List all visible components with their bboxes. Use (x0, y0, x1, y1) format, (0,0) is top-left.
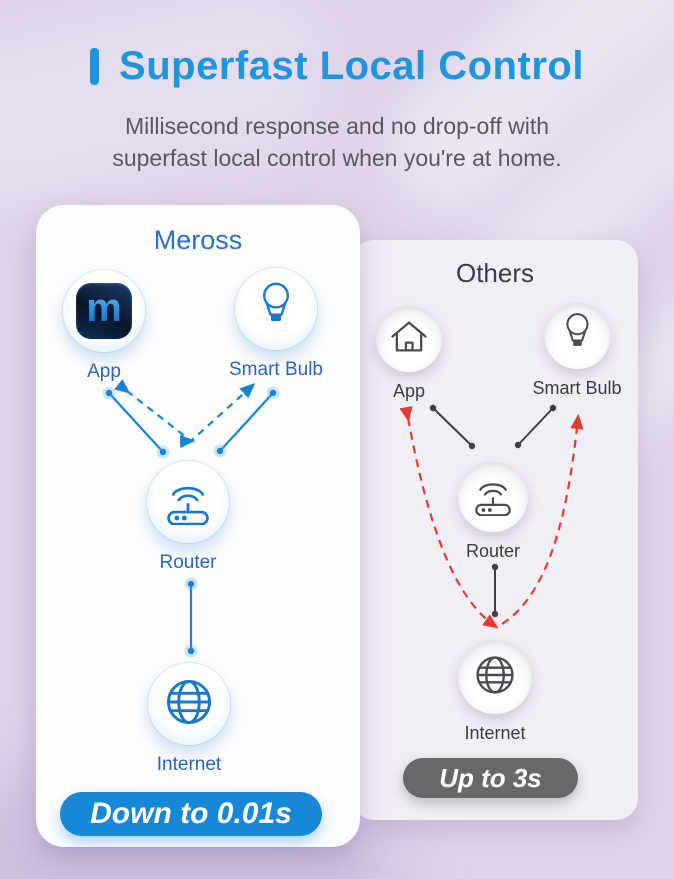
subtitle-line-2: superfast local control when you're at home. (112, 145, 562, 171)
globe-icon (163, 676, 215, 733)
others-panel (352, 240, 638, 820)
meross-internet-label: Internet (156, 754, 222, 775)
meross-router-node (147, 461, 229, 574)
others-panel-title: Others (455, 258, 535, 288)
header (0, 44, 674, 174)
others-router-label: Router (465, 541, 521, 561)
wifi-router-icon (160, 475, 216, 530)
meross-smart-bulb-node (229, 268, 323, 381)
title-accent-bar (90, 48, 99, 85)
meross-speed-badge: Down to 0.01s (60, 792, 322, 836)
meross-logo-icon (76, 283, 132, 339)
subtitle-line-1: Millisecond response and no drop-off with (124, 113, 550, 139)
others-internet-label: Internet (464, 723, 526, 743)
others-smart-bulb-label: Smart Bulb (532, 378, 622, 398)
wifi-router-icon (469, 473, 517, 521)
meross-internet-node (148, 663, 230, 776)
meross-app-node (63, 270, 145, 383)
globe-icon (473, 653, 517, 702)
others-app-label: App (392, 381, 426, 401)
light-bulb-icon (560, 311, 594, 361)
others-app-node (376, 306, 442, 402)
meross-panel-title: Meross (153, 225, 243, 255)
others-smart-bulb-node (532, 303, 621, 399)
meross-router-label: Router (159, 552, 217, 573)
meross-panel (36, 205, 360, 847)
light-bulb-icon (256, 280, 296, 338)
others-speed-badge: Up to 3s (403, 758, 578, 798)
others-router-node (458, 462, 528, 562)
meross-smart-bulb-label: Smart Bulb (229, 359, 323, 380)
others-internet-node (458, 640, 532, 744)
house-icon (389, 318, 429, 360)
page-title: Superfast Local Control (119, 44, 584, 88)
meross-logo-letter: m (86, 286, 122, 330)
meross-app-label: App (87, 361, 121, 382)
